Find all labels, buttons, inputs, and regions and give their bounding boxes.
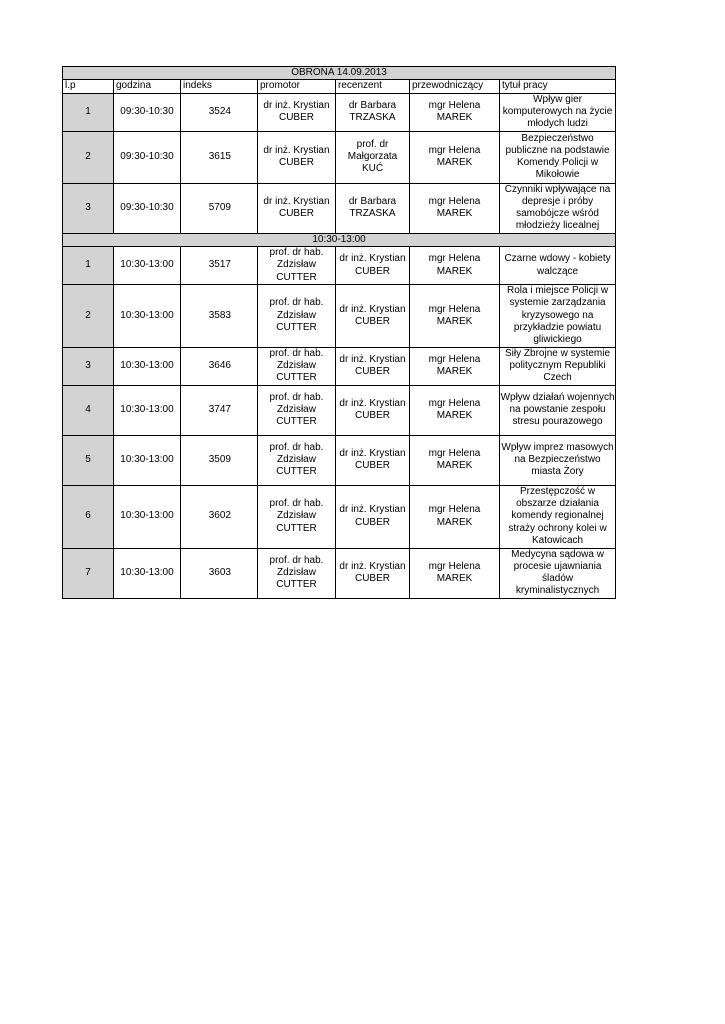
session-separator-row bbox=[63, 233, 616, 246]
row-time: 09:30-10:30 bbox=[114, 93, 181, 131]
column-header-lp: l.p bbox=[63, 80, 114, 93]
session-time-label: 10:30-13:00 bbox=[63, 233, 616, 246]
row-promotor: prof. dr hab. Zdzisław CUTTER bbox=[258, 285, 336, 347]
row-reviewer: dr Barbara TRZASKA bbox=[336, 93, 410, 131]
row-index: 3646 bbox=[181, 347, 258, 385]
row-reviewer: prof. dr Małgorzata KUĆ bbox=[336, 131, 410, 183]
row-index: 3583 bbox=[181, 285, 258, 347]
defense-schedule-table bbox=[62, 66, 616, 599]
row-chair: mgr Helena MAREK bbox=[410, 548, 500, 598]
row-reviewer: dr inż. Krystian CUBER bbox=[336, 485, 410, 548]
row-number: 5 bbox=[63, 435, 114, 485]
row-reviewer: dr inż. Krystian CUBER bbox=[336, 548, 410, 598]
row-index: 3524 bbox=[181, 93, 258, 131]
row-time: 09:30-10:30 bbox=[114, 131, 181, 183]
table-row bbox=[63, 347, 616, 385]
table-row bbox=[63, 93, 616, 131]
row-chair: mgr Helena MAREK bbox=[410, 131, 500, 183]
row-promotor: dr inż. Krystian CUBER bbox=[258, 93, 336, 131]
row-promotor: prof. dr hab. Zdzisław CUTTER bbox=[258, 247, 336, 285]
row-thesis-title: Medycyna sądowa w procesie ujawniania śladów kryminalistycznych bbox=[500, 548, 616, 598]
row-index: 3509 bbox=[181, 435, 258, 485]
row-thesis-title: Czarne wdowy - kobiety walczące bbox=[500, 247, 616, 285]
row-index: 3615 bbox=[181, 131, 258, 183]
row-promotor: prof. dr hab. Zdzisław CUTTER bbox=[258, 347, 336, 385]
row-thesis-title: Przestępczość w obszarze działania komendy regionalnej straży ochrony kolei w Katowicach bbox=[500, 485, 616, 548]
row-number: 2 bbox=[63, 131, 114, 183]
row-thesis-title: Czynniki wpływające na depresje i próby samobójcze wśród młodzieży licealnej bbox=[500, 183, 616, 233]
table-row bbox=[63, 285, 616, 347]
table-row bbox=[63, 385, 616, 435]
row-time: 10:30-13:00 bbox=[114, 385, 181, 435]
column-header-time: godzina bbox=[114, 80, 181, 93]
row-thesis-title: Wpływ gier komputerowych na życie młodych ludzi bbox=[500, 93, 616, 131]
row-number: 7 bbox=[63, 548, 114, 598]
table-row bbox=[63, 485, 616, 548]
schedule-title: OBRONA 14.09.2013 bbox=[63, 67, 616, 80]
row-reviewer: dr inż. Krystian CUBER bbox=[336, 247, 410, 285]
row-chair: mgr Helena MAREK bbox=[410, 485, 500, 548]
row-reviewer: dr inż. Krystian CUBER bbox=[336, 385, 410, 435]
row-number: 4 bbox=[63, 385, 114, 435]
table-row bbox=[63, 183, 616, 233]
row-number: 3 bbox=[63, 183, 114, 233]
row-chair: mgr Helena MAREK bbox=[410, 247, 500, 285]
row-reviewer: dr Barbara TRZASKA bbox=[336, 183, 410, 233]
row-index: 5709 bbox=[181, 183, 258, 233]
row-chair: mgr Helena MAREK bbox=[410, 183, 500, 233]
row-index: 3603 bbox=[181, 548, 258, 598]
row-chair: mgr Helena MAREK bbox=[410, 385, 500, 435]
row-thesis-title: Bezpieczeństwo publiczne na podstawie Komendy Policji w Mikołowie bbox=[500, 131, 616, 183]
row-reviewer: dr inż. Krystian CUBER bbox=[336, 435, 410, 485]
row-number: 1 bbox=[63, 93, 114, 131]
column-header-promotor: promotor bbox=[258, 80, 336, 93]
row-number: 1 bbox=[63, 247, 114, 285]
column-header-chair: przewodniczący bbox=[410, 80, 500, 93]
table-row bbox=[63, 435, 616, 485]
row-promotor: prof. dr hab. Zdzisław CUTTER bbox=[258, 385, 336, 435]
row-reviewer: dr inż. Krystian CUBER bbox=[336, 285, 410, 347]
row-chair: mgr Helena MAREK bbox=[410, 435, 500, 485]
row-number: 2 bbox=[63, 285, 114, 347]
row-number: 6 bbox=[63, 485, 114, 548]
row-thesis-title: Wpływ działań wojennych na powstanie zespołu stresu pourazowego bbox=[500, 385, 616, 435]
row-thesis-title: Siły Zbrojne w systemie politycznym Republiki Czech bbox=[500, 347, 616, 385]
row-chair: mgr Helena MAREK bbox=[410, 285, 500, 347]
row-index: 3602 bbox=[181, 485, 258, 548]
row-time: 10:30-13:00 bbox=[114, 347, 181, 385]
row-thesis-title: Wpływ imprez masowych na Bezpieczeństwo miasta Żory bbox=[500, 435, 616, 485]
title-row bbox=[63, 67, 616, 80]
table-row bbox=[63, 548, 616, 598]
row-time: 09:30-10:30 bbox=[114, 183, 181, 233]
row-index: 3747 bbox=[181, 385, 258, 435]
row-reviewer: dr inż. Krystian CUBER bbox=[336, 347, 410, 385]
table-row bbox=[63, 247, 616, 285]
column-header-reviewer: recenzent bbox=[336, 80, 410, 93]
row-index: 3517 bbox=[181, 247, 258, 285]
row-time: 10:30-13:00 bbox=[114, 435, 181, 485]
header-row bbox=[63, 80, 616, 93]
row-time: 10:30-13:00 bbox=[114, 247, 181, 285]
row-number: 3 bbox=[63, 347, 114, 385]
row-chair: mgr Helena MAREK bbox=[410, 93, 500, 131]
table-row bbox=[63, 131, 616, 183]
row-thesis-title: Rola i miejsce Policji w systemie zarządzania kryzysowego na przykładzie powiatu gliwickiego bbox=[500, 285, 616, 347]
row-promotor: prof. dr hab. Zdzisław CUTTER bbox=[258, 485, 336, 548]
row-time: 10:30-13:00 bbox=[114, 285, 181, 347]
row-time: 10:30-13:00 bbox=[114, 548, 181, 598]
row-promotor: prof. dr hab. Zdzisław CUTTER bbox=[258, 435, 336, 485]
column-header-thesis-title: tytuł pracy bbox=[500, 80, 616, 93]
column-header-index: indeks bbox=[181, 80, 258, 93]
row-promotor: prof. dr hab. Zdzisław CUTTER bbox=[258, 548, 336, 598]
row-time: 10:30-13:00 bbox=[114, 485, 181, 548]
row-chair: mgr Helena MAREK bbox=[410, 347, 500, 385]
row-promotor: dr inż. Krystian CUBER bbox=[258, 183, 336, 233]
row-promotor: dr inż. Krystian CUBER bbox=[258, 131, 336, 183]
